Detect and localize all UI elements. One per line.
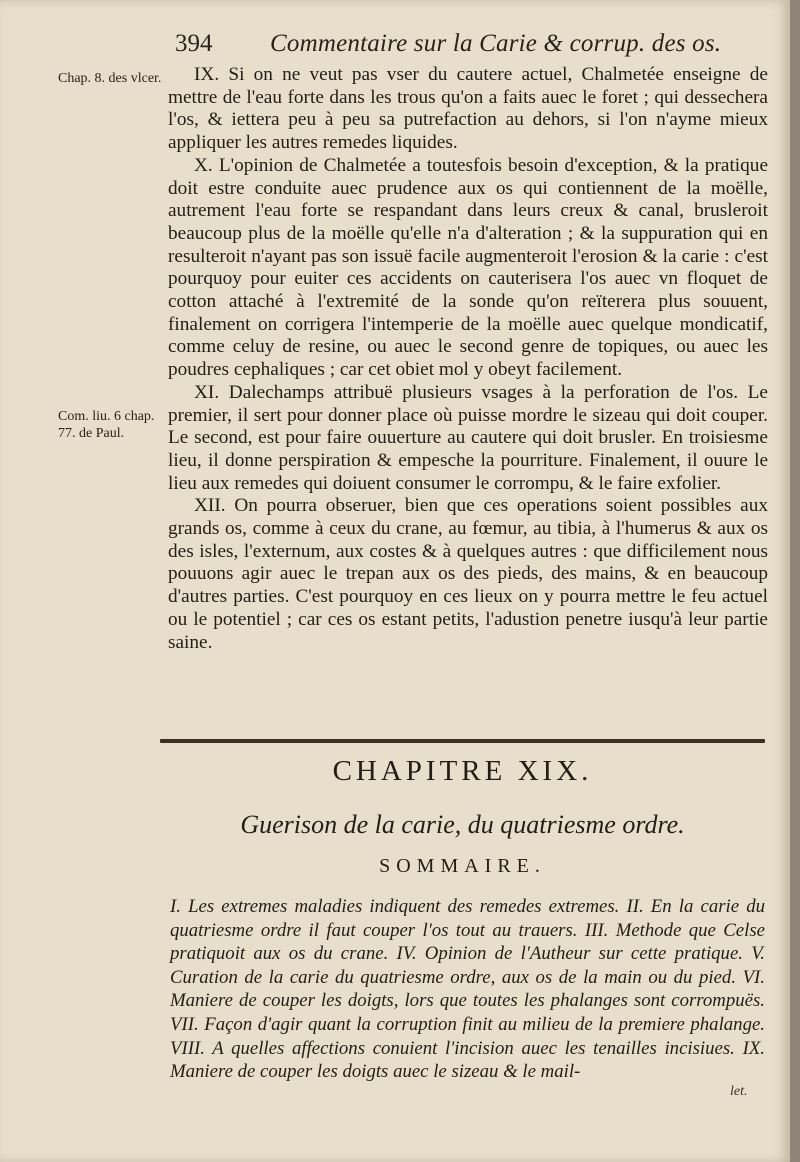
paragraph-xii: XII. On pourra obseruer, bien que ces operations soient possibles aux grands os, comme à ceux du crane, au fœmur, au tibia, à l'humerus & aux os des isles, l'externum, aux costes & à quelques autres : que difficilement nous pouuons agir auec le trepan aux os des pieds, des mains, & en beaucoup d'autres parties. C'est pourquoy en ces lieux on y pourra mettre le feu actuel ou le potentiel ; car ces os estant petits, l'adustion penetre iusqu'à leur partie saine. bbox=[168, 495, 768, 653]
chapter-summary bbox=[170, 895, 765, 1084]
paragraph-ix: IX. Si on ne veut pas vser du cautere actuel, Chalmetée enseigne de mettre de l'eau forte dans les trous qu'on a faits auec le foret ; qui dessechera l'os, & iettera peu à peu sa putrefaction au dehors, si l'on n'ayme mieux appliquer les autres remedes liquides. bbox=[168, 64, 768, 154]
running-title: Commentaire sur la Carie & corrup. des os. bbox=[270, 30, 722, 57]
catchword: let. bbox=[730, 1084, 748, 1099]
margin-note-chap8: Chap. 8. des vlcer. bbox=[58, 71, 162, 86]
summary-text: I. Les extremes maladies indiquent des remedes extremes. II. En la carie du quatriesme ordre il faut couper l'os tout au trauers. III. Methode que Celse pratiquoit aux os du crane. IV. Opinion de l'Autheur sur cette pratique. V. Curation de la carie du quatriesme ordre, aux os de la main ou du pied. VI. Maniere de couper les doigts, lors que toutes les phalanges sont corrompuës. VII. Façon d'agir quant la corruption finit au milieu de la premiere phalange. VIII. A quelles affections conuient l'incision auec les tenailles incisiues. IX. Maniere de couper les doigts auec le sizeau & le mail- bbox=[170, 896, 765, 1083]
page-edge-shadow bbox=[790, 0, 800, 1162]
margin-note-paul: Com. liu. 6 chap. 77. de Paul. bbox=[58, 409, 155, 441]
page-number: 394 bbox=[175, 30, 213, 57]
body-text bbox=[168, 64, 768, 654]
ornamental-rule bbox=[160, 739, 765, 743]
sommaire-heading: SOMMAIRE. bbox=[379, 855, 546, 877]
paragraph-xi: XI. Dalechamps attribuë plusieurs vsages à la perforation de l'os. Le premier, il sert pour donner place où puisse mordre le sizeau qui doit couper. Le second, est pour faire ouuerture au cautere qui doit brusler. En troisiesme lieu, il donne perspiration & empesche la pourriture. Finalement, il ouure le lieu aux remedes qui doiuent consumer le corrompu, & le faire exfolier. bbox=[168, 381, 768, 494]
paragraph-x: X. L'opinion de Chalmetée a toutesfois besoin d'exception, & la pratique doit estre conduite auec prudence aux os qui contiennent de la moëlle, autrement l'eau forte se respandant dans leurs creux & canal, brusleroit beaucoup plus de la moëlle qu'elle n'a d'alteration ; & la suppuration qui en resulteroit n'ayant pas son issuë facile augmenteroit l'erosion & la carie : c'est pourquoy pour euiter ces accidents on cauterisera l'os auec vn floquet de cotton attaché à l'extremité de la sonde qu'on reïterera plus souuent, finalement on corrigera l'intemperie de la moëlle auec quelque mondicatif, comme celuy de resine, ou auec le second genre de topiques, ou auec les poudres cephaliques ; car cet obiet mol y obeyt facilement. bbox=[168, 154, 768, 381]
chapter-subtitle: Guerison de la carie, du quatriesme ordre. bbox=[240, 810, 685, 839]
chapter-title: CHAPITRE XIX. bbox=[332, 755, 593, 787]
